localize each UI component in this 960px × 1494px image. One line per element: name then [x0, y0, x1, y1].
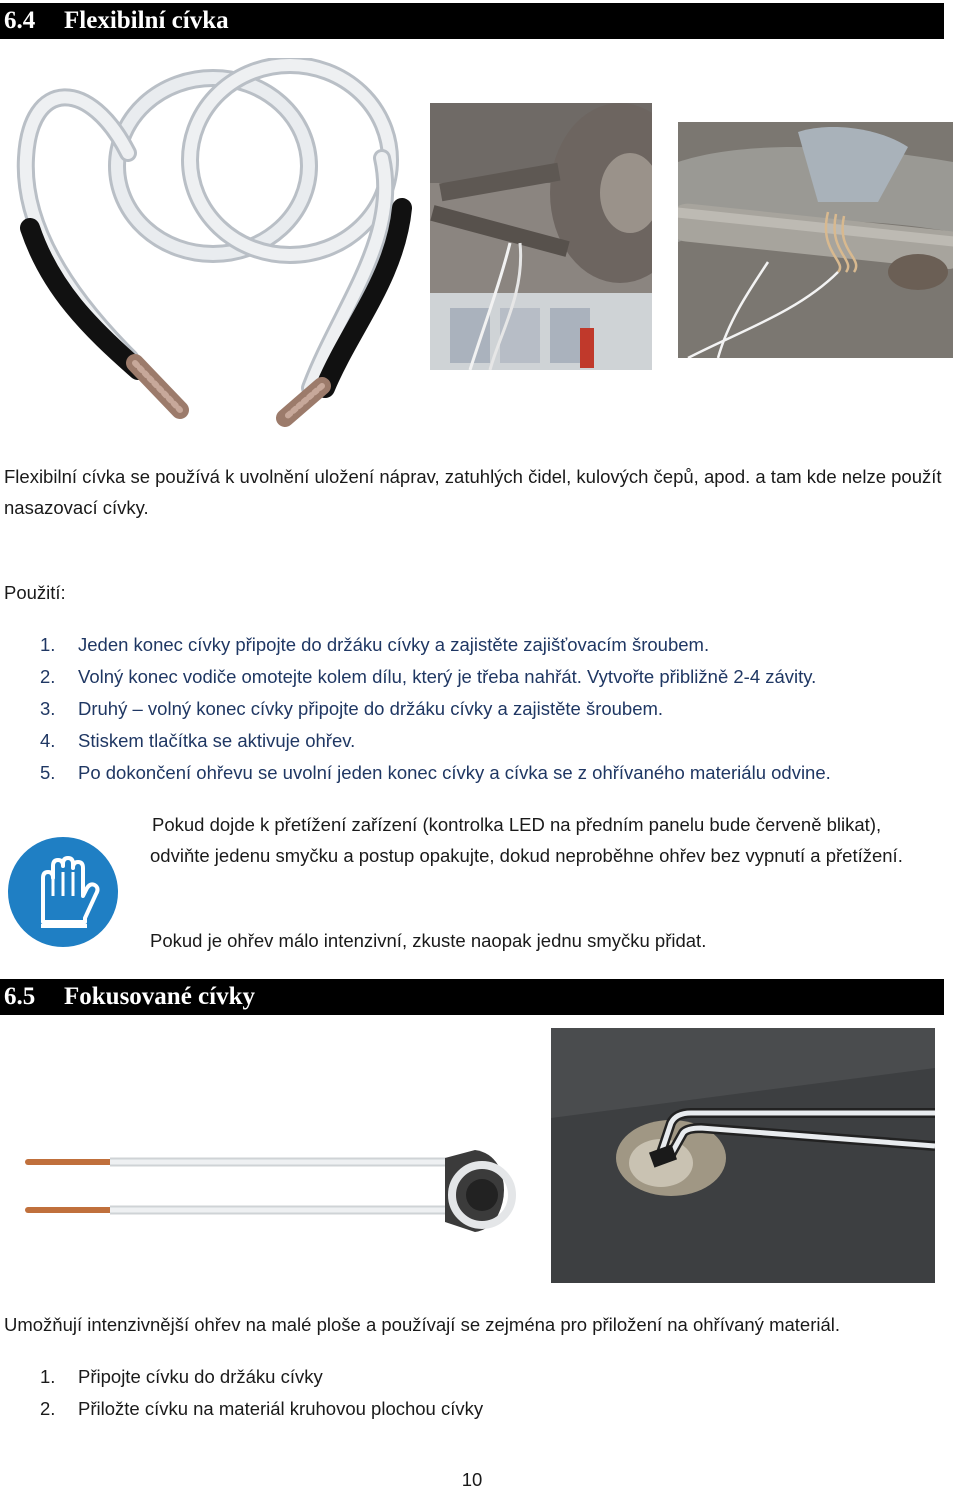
section2-description: Umožňují intenzivnější ohřev na malé ploše a používají se zejména pro přiložení na ohřívaný materiál.	[4, 1314, 841, 1335]
section-number: 6.5	[4, 983, 36, 1010]
section-title: Flexibilní cívka	[64, 7, 229, 34]
focused-coil-in-use-photo	[551, 1028, 935, 1283]
section-heading-6-5	[0, 979, 944, 1015]
list-item-number: 2.	[40, 666, 56, 687]
note-intensity: Pokud je ohřev málo intenzivní, zkuste naopak jednu smyčku přidat.	[150, 930, 707, 951]
list-item-text: Volný konec vodiče omotejte kolem dílu, který je třeba nahřát. Vytvořte přibližně 2-4 závity.	[78, 666, 817, 687]
list-item-number: 5.	[40, 762, 56, 783]
section-number: 6.4	[4, 7, 36, 34]
coil-on-brake-disc-photo	[430, 103, 652, 370]
section-title: Fokusované cívky	[64, 983, 256, 1010]
list-item-number: 3.	[40, 698, 56, 719]
section-heading-6-4	[0, 3, 944, 39]
focused-coil-photo	[20, 1140, 525, 1250]
list-item-number: 1.	[40, 634, 56, 655]
usage-label: Použití:	[4, 582, 66, 603]
list-item-text: Po dokončení ohřevu se uvolní jeden konec cívky a cívka se z ohřívaného materiálu odvine.	[78, 762, 831, 783]
list-item-number: 4.	[40, 730, 56, 751]
list-item-text: Druhý – volný konec cívky připojte do držáku cívky a zajistěte šroubem.	[78, 698, 664, 719]
section1-description: Flexibilní cívka se používá k uvolnění uložení náprav, zatuhlých čidel, kulových čepů, apod. a tam kde nelze použít nasazovací cívky.	[4, 466, 942, 518]
coil-on-exhaust-pipe-photo	[678, 122, 953, 358]
list-item-number: 2.	[40, 1398, 56, 1419]
note-overload: Pokud dojde k přetížení zařízení (kontrolka LED na předním panelu bude červeně blikat), odviňte jedenu smyčku a postup opakujte, dokud neproběhne ohřev bez vypnutí a přetížení.	[150, 814, 903, 866]
glove-icon	[7, 836, 119, 948]
list-item-text: Stiskem tlačítka se aktivuje ohřev.	[78, 730, 356, 751]
flexible-coil-photo	[10, 58, 415, 428]
list-item-text: Jeden konec cívky připojte do držáku cívky a zajistěte zajišťovacím šroubem.	[78, 634, 710, 655]
list-item-text: Připojte cívku do držáku cívky	[78, 1366, 323, 1387]
list-item-number: 1.	[40, 1366, 56, 1387]
list-item-text: Přiložte cívku na materiál kruhovou plochou cívky	[78, 1398, 484, 1419]
page-number: 10	[461, 1469, 483, 1490]
